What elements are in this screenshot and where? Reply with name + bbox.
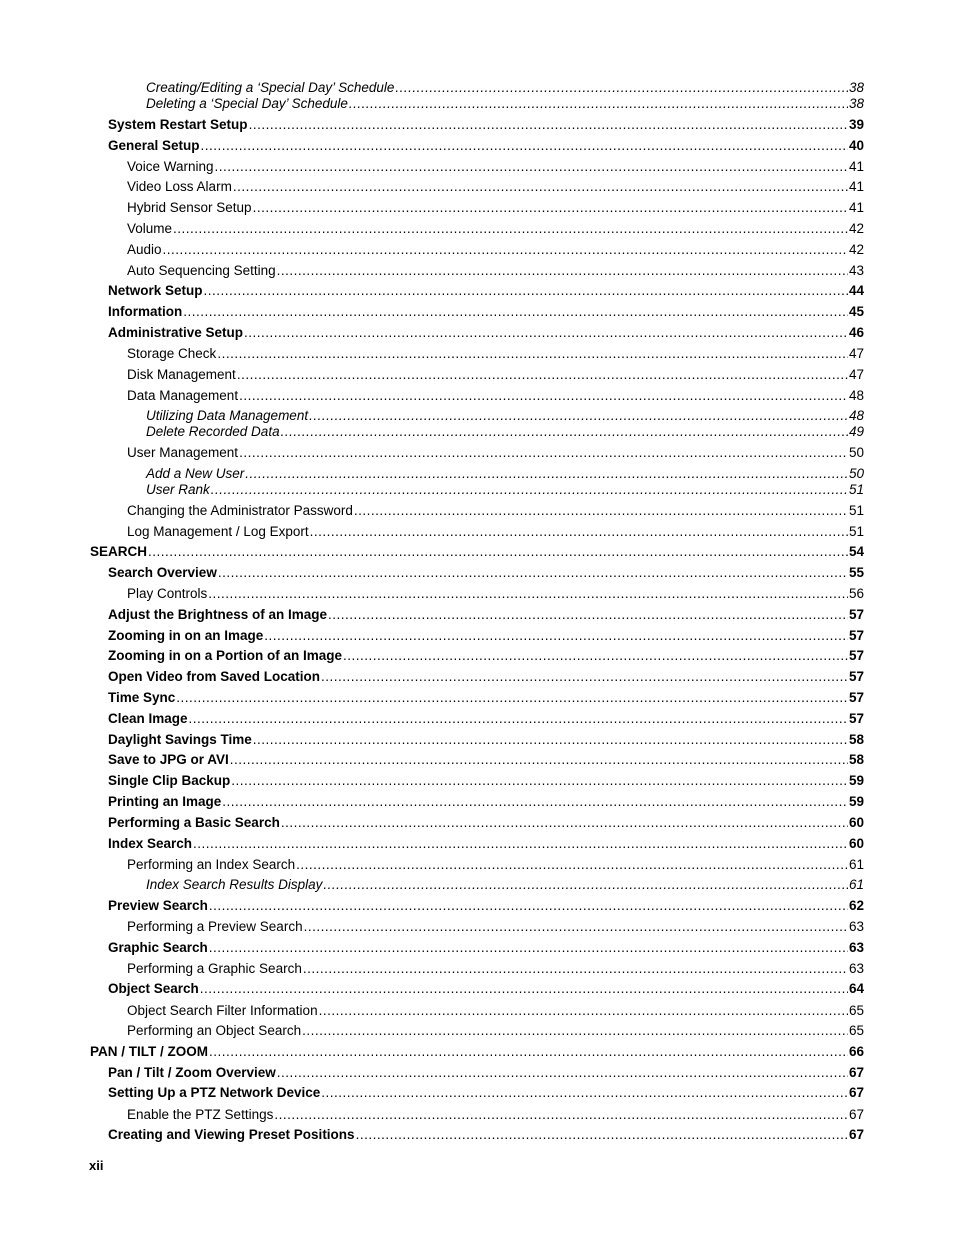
toc-entry-page: 48	[848, 388, 864, 403]
toc-entry-title: Adjust the Brightness of an Image	[108, 607, 328, 622]
toc-entry-title: Auto Sequencing Setting	[127, 263, 276, 278]
toc-entry-title: Performing an Object Search	[127, 1023, 302, 1038]
toc-entry-title: Printing an Image	[108, 794, 222, 809]
toc-entry-title: User Management	[127, 445, 239, 460]
toc-entry-page: 64	[848, 981, 864, 996]
toc-entry-title: Zooming in on a Portion of an Image	[108, 648, 342, 663]
toc-entry[interactable]	[146, 407, 864, 424]
toc-dot-leader	[253, 731, 848, 748]
toc-entry-page: 41	[848, 179, 864, 194]
toc-entry-page: 57	[848, 628, 864, 643]
toc-dot-leader	[356, 1126, 848, 1143]
toc-entry-title: Performing an Index Search	[127, 857, 296, 872]
toc-entry-page: 49	[848, 424, 864, 439]
toc-dot-leader	[208, 585, 848, 602]
toc-dot-leader	[231, 772, 848, 789]
toc-entry[interactable]	[108, 689, 864, 706]
toc-entry-title: Log Management / Log Export	[127, 524, 309, 539]
page-number: xii	[89, 1158, 104, 1173]
toc-entry-page: 58	[848, 752, 864, 767]
toc-entry-page: 44	[848, 283, 864, 298]
toc-entry-page: 38	[848, 80, 864, 95]
toc-entry-title: Pan / Tilt / Zoom Overview	[108, 1065, 276, 1080]
toc-dot-leader	[189, 710, 848, 727]
toc-entry[interactable]	[146, 423, 864, 440]
toc-entry-title: Network Setup	[108, 283, 203, 298]
toc-entry[interactable]	[127, 1002, 864, 1019]
toc-entry-page: 47	[848, 346, 864, 361]
toc-entry[interactable]	[108, 1084, 864, 1101]
toc-entry[interactable]	[108, 116, 864, 133]
toc-dot-leader	[209, 897, 848, 914]
toc-entry-page: 56	[848, 586, 864, 601]
toc-entry-page: 43	[848, 263, 864, 278]
toc-entry-title: Add a New User	[146, 466, 245, 481]
toc-entry[interactable]	[108, 606, 864, 623]
toc-entry-page: 54	[848, 544, 864, 559]
toc-entry-page: 62	[848, 898, 864, 913]
toc-entry-title: Information	[108, 304, 183, 319]
toc-dot-leader	[233, 178, 848, 195]
toc-entry-title: Zooming in on an Image	[108, 628, 264, 643]
toc-entry[interactable]	[146, 481, 864, 498]
toc-entry-title: Index Search Results Display	[146, 877, 323, 892]
toc-entry-page: 57	[848, 648, 864, 663]
toc-dot-leader	[222, 793, 848, 810]
toc-entry-title: Audio	[127, 242, 162, 257]
toc-entry[interactable]	[108, 793, 864, 810]
toc-entry[interactable]	[127, 241, 864, 258]
toc-entry-title: Video Loss Alarm	[127, 179, 232, 194]
toc-dot-leader	[244, 324, 848, 341]
toc-entry[interactable]	[127, 960, 864, 977]
toc-entry-page: 59	[848, 773, 864, 788]
toc-entry-title: Play Controls	[127, 586, 208, 601]
toc-entry-page: 50	[848, 445, 864, 460]
toc-entry-title: Graphic Search	[108, 940, 208, 955]
toc-entry-page: 47	[848, 367, 864, 382]
toc-entry[interactable]	[146, 465, 864, 482]
toc-entry[interactable]	[127, 345, 864, 362]
toc-entry-title: Creating/Editing a ‘Special Day’ Schedule	[146, 80, 395, 95]
toc-entry[interactable]	[127, 366, 864, 383]
toc-entry-page: 63	[848, 919, 864, 934]
toc-entry-page: 57	[848, 690, 864, 705]
toc-entry-title: Index Search	[108, 836, 193, 851]
toc-dot-leader	[321, 668, 848, 685]
toc-dot-leader	[274, 1106, 848, 1123]
toc-entry[interactable]	[108, 751, 864, 768]
toc-entry-title: Deleting a ‘Special Day’ Schedule	[146, 96, 348, 111]
toc-dot-leader	[264, 627, 848, 644]
toc-entry-title: Utilizing Data Management	[146, 408, 309, 423]
toc-dot-leader	[328, 606, 848, 623]
toc-dot-leader	[218, 564, 848, 581]
toc-entry-title: Hybrid Sensor Setup	[127, 200, 252, 215]
toc-entry[interactable]	[146, 876, 864, 893]
toc-entry-page: 45	[848, 304, 864, 319]
toc-entry-page: 59	[848, 794, 864, 809]
toc-entry-title: General Setup	[108, 138, 200, 153]
toc-entry-title: Data Management	[127, 388, 239, 403]
toc-entry-title: Time Sync	[108, 690, 176, 705]
toc-entry-page: 57	[848, 607, 864, 622]
toc-entry[interactable]	[108, 282, 864, 299]
toc-entry[interactable]	[108, 627, 864, 644]
toc-dot-leader	[302, 1022, 848, 1039]
toc-dot-leader	[201, 137, 848, 154]
toc-dot-leader	[148, 543, 848, 560]
toc-entry[interactable]	[108, 939, 864, 956]
toc-entry-page: 42	[848, 221, 864, 236]
toc-dot-leader	[354, 502, 848, 519]
toc-entry[interactable]	[127, 158, 864, 175]
toc-dot-leader	[183, 303, 848, 320]
toc-dot-leader	[230, 751, 848, 768]
toc-entry-page: 50	[848, 466, 864, 481]
toc-dot-leader	[319, 1002, 848, 1019]
toc-entry[interactable]	[108, 897, 864, 914]
toc-entry-page: 39	[848, 117, 864, 132]
toc-entry[interactable]	[108, 710, 864, 727]
toc-entry-page: 46	[848, 325, 864, 340]
toc-entry[interactable]	[127, 523, 864, 540]
toc-entry-title: SEARCH	[90, 544, 148, 559]
toc-entry-page: 67	[848, 1127, 864, 1142]
toc-entry-page: 60	[848, 836, 864, 851]
toc-entry-title: Delete Recorded Data	[146, 424, 280, 439]
toc-entry[interactable]	[146, 95, 864, 112]
toc-entry-title: Performing a Basic Search	[108, 815, 280, 830]
toc-entry-page: 40	[848, 138, 864, 153]
toc-dot-leader	[309, 407, 848, 424]
toc-entry[interactable]	[108, 564, 864, 581]
toc-entry-title: Administrative Setup	[108, 325, 244, 340]
toc-dot-leader	[303, 960, 848, 977]
toc-entry-page: 65	[848, 1023, 864, 1038]
toc-dot-leader	[395, 79, 848, 96]
toc-dot-leader	[281, 814, 848, 831]
toc-entry-page: 57	[848, 669, 864, 684]
toc-entry-page: 61	[848, 857, 864, 872]
toc-entry[interactable]	[146, 79, 864, 96]
toc-dot-leader	[277, 262, 848, 279]
toc-entry[interactable]	[127, 856, 864, 873]
toc-entry-page: 65	[848, 1003, 864, 1018]
toc-entry[interactable]	[108, 814, 864, 831]
toc-dot-leader	[253, 199, 848, 216]
toc-entry-title: Enable the PTZ Settings	[127, 1107, 274, 1122]
toc-entry-title: User Rank	[146, 482, 210, 497]
toc-dot-leader	[173, 220, 848, 237]
toc-dot-leader	[193, 835, 848, 852]
toc-entry[interactable]	[108, 731, 864, 748]
toc-dot-leader	[211, 481, 848, 498]
toc-dot-leader	[209, 1043, 848, 1060]
toc-dot-leader	[321, 1084, 848, 1101]
toc-dot-leader	[237, 366, 848, 383]
toc-entry-title: Clean Image	[108, 711, 188, 726]
toc-entry-page: 61	[848, 877, 864, 892]
toc-entry-page: 66	[848, 1044, 864, 1059]
toc-entry-page: 51	[848, 482, 864, 497]
toc-dot-leader	[343, 647, 848, 664]
toc-entry-page: 67	[848, 1065, 864, 1080]
toc-entry[interactable]	[127, 502, 864, 519]
toc-entry-title: Volume	[127, 221, 173, 236]
toc-entry-title: Performing a Preview Search	[127, 919, 303, 934]
toc-entry-title: Save to JPG or AVI	[108, 752, 229, 767]
toc-dot-leader	[245, 465, 848, 482]
toc-entry[interactable]	[108, 835, 864, 852]
toc-entry-title: System Restart Setup	[108, 117, 248, 132]
toc-entry[interactable]	[127, 1022, 864, 1039]
toc-dot-leader	[281, 423, 848, 440]
toc-entry[interactable]	[108, 980, 864, 997]
toc-entry[interactable]	[90, 543, 864, 560]
toc-dot-leader	[217, 345, 848, 362]
toc-entry-title: Object Search	[108, 981, 199, 996]
toc-dot-leader	[349, 95, 848, 112]
toc-entry[interactable]	[108, 137, 864, 154]
toc-entry-title: Performing a Graphic Search	[127, 961, 302, 976]
toc-entry-title: Open Video from Saved Location	[108, 669, 321, 684]
toc-entry-title: Voice Warning	[127, 159, 214, 174]
toc-entry-page: 41	[848, 200, 864, 215]
toc-entry-title: Single Clip Backup	[108, 773, 231, 788]
toc-dot-leader	[163, 241, 848, 258]
toc-entry-page: 38	[848, 96, 864, 111]
toc-dot-leader	[310, 523, 848, 540]
toc-entry-title: Daylight Savings Time	[108, 732, 252, 747]
toc-entry-title: Changing the Administrator Password	[127, 503, 353, 518]
toc-entry[interactable]	[108, 1126, 864, 1143]
toc-entry[interactable]	[127, 444, 864, 461]
toc-entry[interactable]	[108, 1064, 864, 1081]
toc-entry-page: 51	[848, 524, 864, 539]
toc-dot-leader	[200, 980, 848, 997]
toc-dot-leader	[249, 116, 848, 133]
toc-entry-page: 57	[848, 711, 864, 726]
toc-entry-page: 55	[848, 565, 864, 580]
toc-entry[interactable]	[127, 199, 864, 216]
toc-entry[interactable]	[127, 220, 864, 237]
toc-entry-title: Search Overview	[108, 565, 217, 580]
toc-entry[interactable]	[127, 262, 864, 279]
toc-entry-title: Disk Management	[127, 367, 236, 382]
toc-dot-leader	[304, 918, 848, 935]
toc-dot-leader	[239, 387, 848, 404]
toc-entry[interactable]	[90, 1043, 864, 1060]
toc-entry[interactable]	[127, 1106, 864, 1123]
toc-entry-page: 67	[848, 1085, 864, 1100]
toc-entry-page: 42	[848, 242, 864, 257]
toc-entry-page: 63	[848, 940, 864, 955]
toc-dot-leader	[176, 689, 848, 706]
toc-entry[interactable]	[127, 918, 864, 935]
toc-dot-leader	[209, 939, 848, 956]
toc-dot-leader	[204, 282, 848, 299]
toc-entry[interactable]	[108, 324, 864, 341]
toc-dot-leader	[323, 876, 848, 893]
toc-entry-page: 63	[848, 961, 864, 976]
toc-dot-leader	[239, 444, 848, 461]
toc-entry[interactable]	[127, 387, 864, 404]
toc-entry[interactable]	[127, 178, 864, 195]
toc-entry-page: 48	[848, 408, 864, 423]
toc-entry-title: Creating and Viewing Preset Positions	[108, 1127, 355, 1142]
toc-entry[interactable]	[108, 647, 864, 664]
toc-entry[interactable]	[127, 585, 864, 602]
toc-entry-page: 41	[848, 159, 864, 174]
toc-entry-page: 60	[848, 815, 864, 830]
toc-entry-title: PAN / TILT / ZOOM	[90, 1044, 208, 1059]
toc-entry-title: Object Search Filter Information	[127, 1003, 318, 1018]
toc-entry-title: Preview Search	[108, 898, 208, 913]
toc-entry[interactable]	[108, 303, 864, 320]
toc-entry-page: 58	[848, 732, 864, 747]
toc-entry-page: 51	[848, 503, 864, 518]
toc-entry-title: Storage Check	[127, 346, 217, 361]
toc-dot-leader	[296, 856, 848, 873]
toc-dot-leader	[215, 158, 848, 175]
toc-entry-title: Setting Up a PTZ Network Device	[108, 1085, 321, 1100]
toc-entry[interactable]	[108, 772, 864, 789]
toc-dot-leader	[277, 1064, 848, 1081]
toc-entry-page: 67	[848, 1107, 864, 1122]
toc-entry[interactable]	[108, 668, 864, 685]
